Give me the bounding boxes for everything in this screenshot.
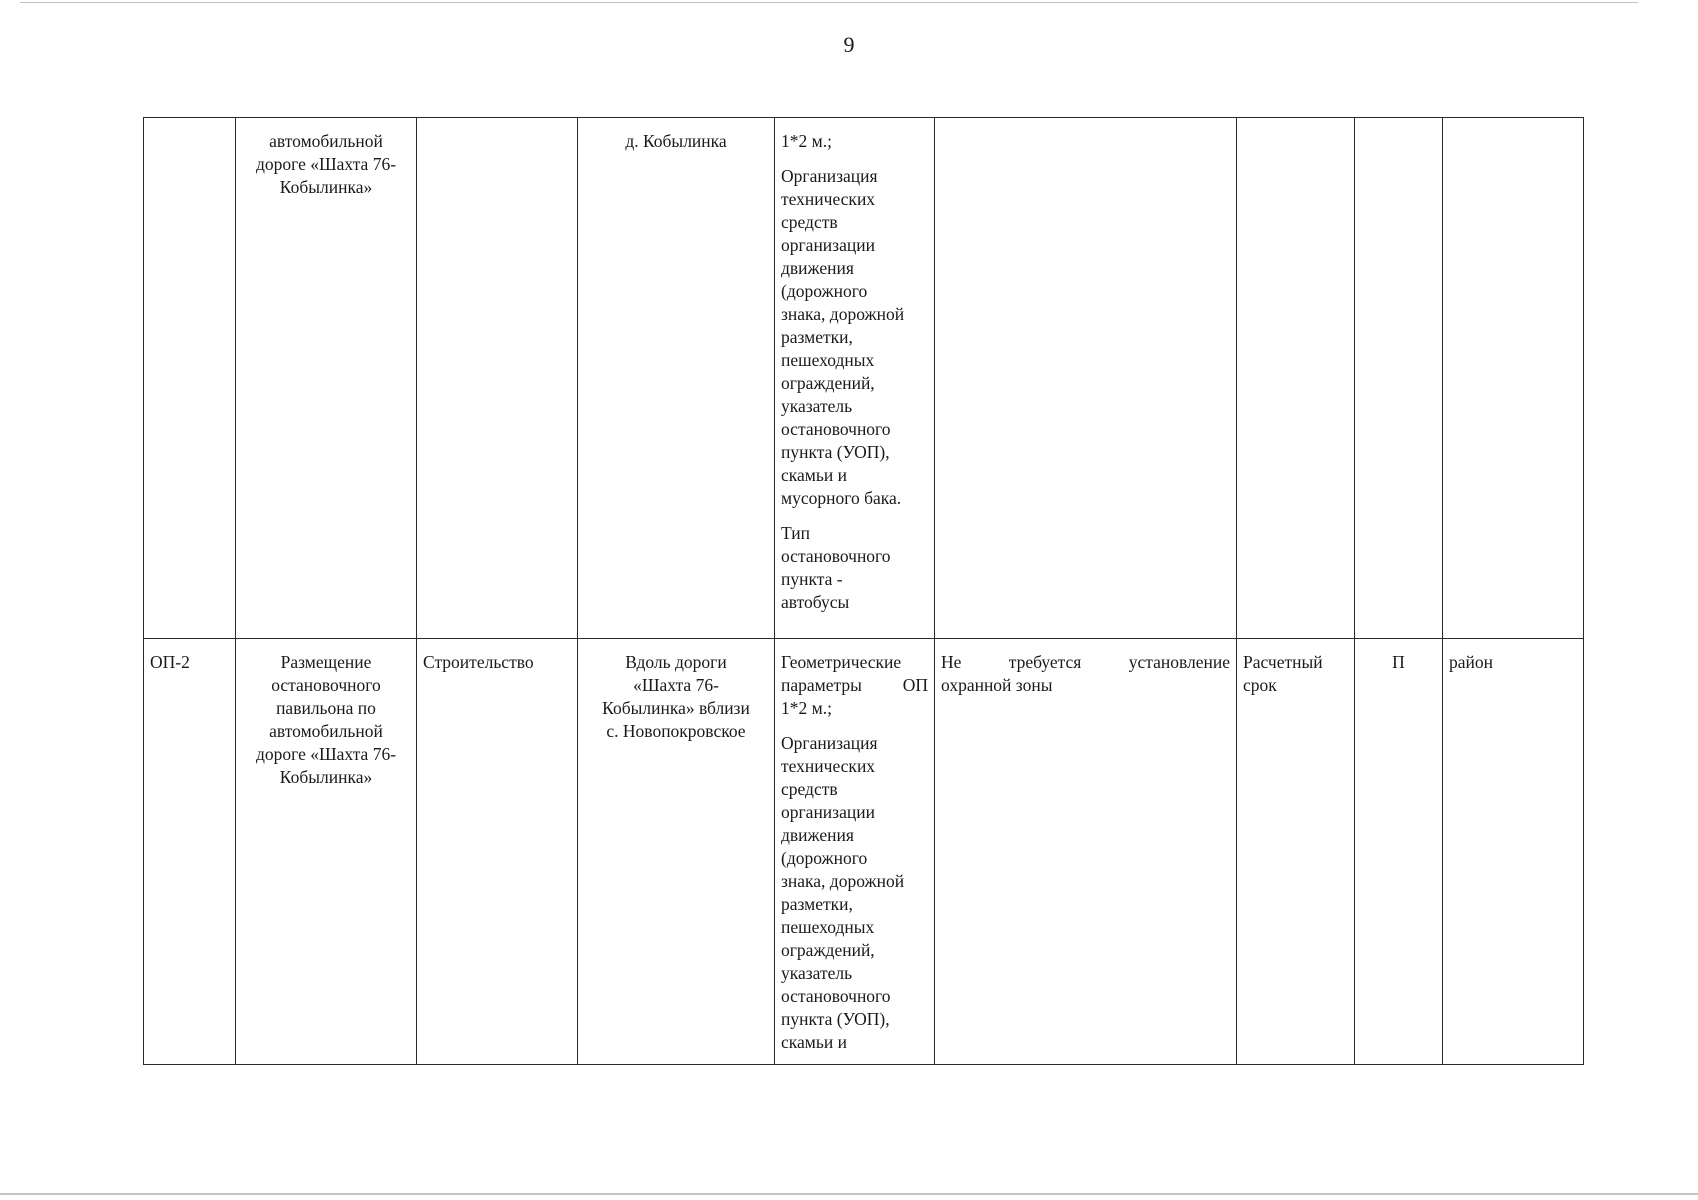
- paragraph: [781, 522, 928, 614]
- text-line: пешеходных: [781, 350, 875, 370]
- text-line: остановочного: [781, 546, 891, 566]
- text-line: движения: [781, 258, 854, 278]
- text-line: ограждений,: [781, 373, 875, 393]
- text-line: Кобылинка»: [279, 767, 373, 787]
- cell-location: [578, 118, 775, 639]
- text-line: пешеходных: [781, 917, 875, 937]
- cell-status: П: [1355, 639, 1443, 1065]
- text-line: д. Кобылинка: [625, 131, 727, 151]
- text-line: пункта -: [781, 569, 843, 589]
- text-line: «Шахта 76-: [633, 675, 719, 695]
- cell-name: [236, 118, 417, 639]
- text-line: пункта (УОП),: [781, 442, 890, 462]
- text-line: остановочного: [271, 675, 381, 695]
- text-line: параметры ОП: [781, 675, 928, 695]
- text-line: движения: [781, 825, 854, 845]
- paragraph: [781, 165, 928, 510]
- text-line: Кобылинка» вблизи: [602, 698, 750, 718]
- paragraph: [781, 130, 928, 153]
- text-line: средств: [781, 212, 838, 232]
- text-line: 1*2 м.;: [781, 698, 832, 718]
- text-line: Кобылинка»: [279, 177, 373, 197]
- text-line: остановочного: [781, 986, 891, 1006]
- text-line: Расчетный: [1243, 652, 1323, 672]
- cell-name: [236, 639, 417, 1065]
- cell-type: Строительство: [417, 639, 578, 1065]
- text-line: павильона по: [276, 698, 376, 718]
- text-line: разметки,: [781, 894, 853, 914]
- text-line: разметки,: [781, 327, 853, 347]
- text-line: мусорного бака.: [781, 488, 902, 508]
- cell-zones: [935, 639, 1237, 1065]
- table-row: [144, 639, 1584, 1065]
- text-line: технических: [781, 189, 876, 209]
- text-line: остановочного: [781, 419, 891, 439]
- text-line: указатель: [781, 396, 853, 416]
- text-line: организации: [781, 235, 875, 255]
- cell-zones: [935, 118, 1237, 639]
- text-line: организации: [781, 802, 875, 822]
- cell-type: [417, 118, 578, 639]
- page-number: 9: [843, 32, 855, 57]
- text-line: автомобильной: [269, 721, 383, 741]
- cell-period: [1237, 118, 1355, 639]
- text-line: срок: [1243, 675, 1277, 695]
- cell-status: [1355, 118, 1443, 639]
- cell-period: [1237, 639, 1355, 1065]
- text-line: Геометрические: [781, 652, 902, 672]
- text-line: пункта (УОП),: [781, 1009, 890, 1029]
- text-line: автобусы: [781, 592, 850, 612]
- text-line: знака, дорожной: [781, 871, 905, 891]
- cell-id: ОП-2: [144, 639, 236, 1065]
- text-line: знака, дорожной: [781, 304, 905, 324]
- document-table: [143, 117, 1584, 1065]
- text-line: скамьи и: [781, 465, 847, 485]
- text-line: Организация: [781, 166, 878, 186]
- text-line: 1*2 м.;: [781, 131, 832, 151]
- scan-edge-bottom: [0, 1193, 1698, 1195]
- text-line: автомобильной: [269, 131, 383, 151]
- paragraph: [781, 732, 928, 1054]
- cell-location: [578, 639, 775, 1065]
- text-line: средств: [781, 779, 838, 799]
- text-line: (дорожного: [781, 848, 868, 868]
- text-line: указатель: [781, 963, 853, 983]
- cell-characteristics: [775, 118, 935, 639]
- text-line: скамьи и: [781, 1032, 847, 1052]
- text-line: (дорожного: [781, 281, 868, 301]
- text-line: ограждений,: [781, 940, 875, 960]
- text-line: дороге «Шахта 76-: [255, 154, 397, 174]
- text-line: охранной зоны: [941, 675, 1053, 695]
- cell-significance: [1443, 118, 1584, 639]
- text-line: Не требуется установление: [941, 652, 1230, 672]
- text-line: с. Новопокровское: [606, 721, 746, 741]
- table-row: [144, 118, 1584, 639]
- text-line: Вдоль дороги: [625, 652, 727, 672]
- text-line: Тип: [781, 523, 810, 543]
- cell-significance: район: [1443, 639, 1584, 1065]
- text-line: технических: [781, 756, 876, 776]
- cell-id: [144, 118, 236, 639]
- text-line: Организация: [781, 733, 878, 753]
- cell-characteristics: [775, 639, 935, 1065]
- text-line: дороге «Шахта 76-: [255, 744, 397, 764]
- text-line: Размещение: [280, 652, 372, 672]
- paragraph: [781, 651, 928, 720]
- scan-edge-top: [20, 2, 1638, 3]
